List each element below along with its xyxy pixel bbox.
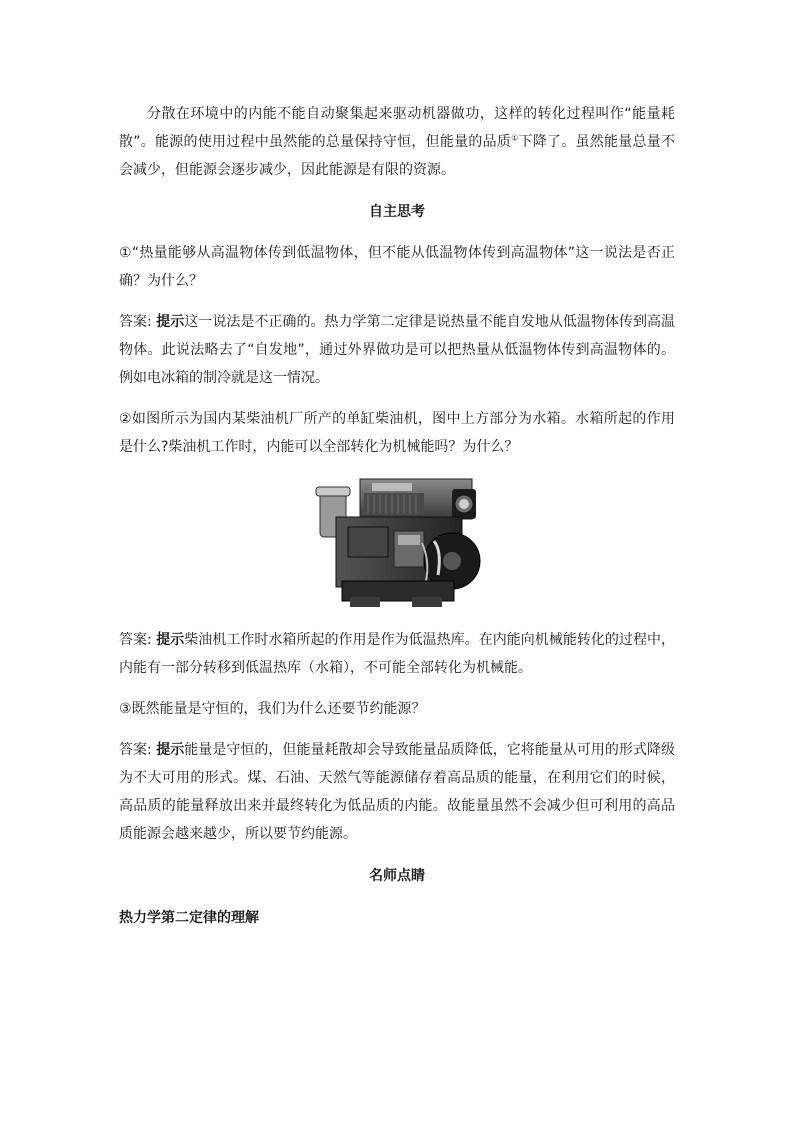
subheading-second-law: 热力学第二定律的理解 bbox=[119, 910, 259, 926]
section-title-teacher-notes: 名师点睛 bbox=[369, 868, 425, 884]
hint-label: 提示 bbox=[156, 314, 185, 330]
answer-label: 答案: bbox=[119, 314, 157, 330]
section-title-self-thinking: 自主思考 bbox=[369, 204, 425, 220]
answer-2 bbox=[119, 626, 675, 682]
answer-label: 答案: bbox=[119, 632, 157, 648]
question-1: ①“热量能够从高温物体传到低温物体，但不能从低温物体传到高温物体”这一说法是否正确？为什么？ bbox=[119, 245, 675, 289]
intro-paragraph bbox=[119, 100, 675, 184]
answer-label: 答案: bbox=[119, 742, 157, 758]
footnote-marker[interactable]: ① bbox=[511, 133, 519, 143]
diesel-engine-figure bbox=[119, 471, 675, 613]
question-3: ③既然能量是守恒的，我们为什么还要节约能源？ bbox=[119, 701, 426, 717]
answer-2-text: 柴油机工作时水箱所起的作用是作为低温热库。在内能向机械能转化的过程中，内能有一部分转移到低温热库（水箱），不可能全部转化为机械能。 bbox=[119, 632, 676, 676]
answer-3 bbox=[119, 736, 675, 848]
answer-1-text: 这一说法是不正确的。热力学第二定律是说热量不能自发地从低温物体传到高温物体。此说法略去了“自发地”，通过外界做功是可以把热量从低温物体传到高温物体的。例如电冰箱的制冷就是这一情况。 bbox=[119, 314, 676, 386]
hint-label: 提示 bbox=[156, 632, 185, 648]
answer-3-text: 能量是守恒的，但能量耗散却会导致能量品质降低，它将能量从可用的形式降级为不大可用的形式。煤、石油、天然气等能源储存着高品质的能量，在利用它们的时候，高品质的能量释放出来并最终转化为低品质的内能。故能量虽然不会减少但可利用的高品质能源会越来越少，所以要节约能源。 bbox=[119, 742, 676, 842]
answer-1 bbox=[119, 308, 675, 392]
diesel-engine-photo-icon bbox=[302, 471, 492, 613]
hint-label: 提示 bbox=[156, 742, 185, 758]
question-2: ②如图所示为国内某柴油机厂所产的单缸柴油机，图中上方部分为水箱。水箱所起的作用是什么?柴油机工作时，内能可以全部转化为机械能吗？为什么？ bbox=[119, 411, 675, 455]
intro-text-part1: 分散在环境中的内能不能自动聚集起来驱动机器做功，这样的转化过程叫作“能量耗散”。能源的使用过程中虽然能的总量保持守恒，但能量的品质 bbox=[119, 106, 675, 150]
intro-text-part2: 下降了。虽然能量总量不会减少，但能源会逐步减少，因此能源是有限的资源。 bbox=[119, 134, 675, 178]
document-body bbox=[119, 100, 675, 932]
